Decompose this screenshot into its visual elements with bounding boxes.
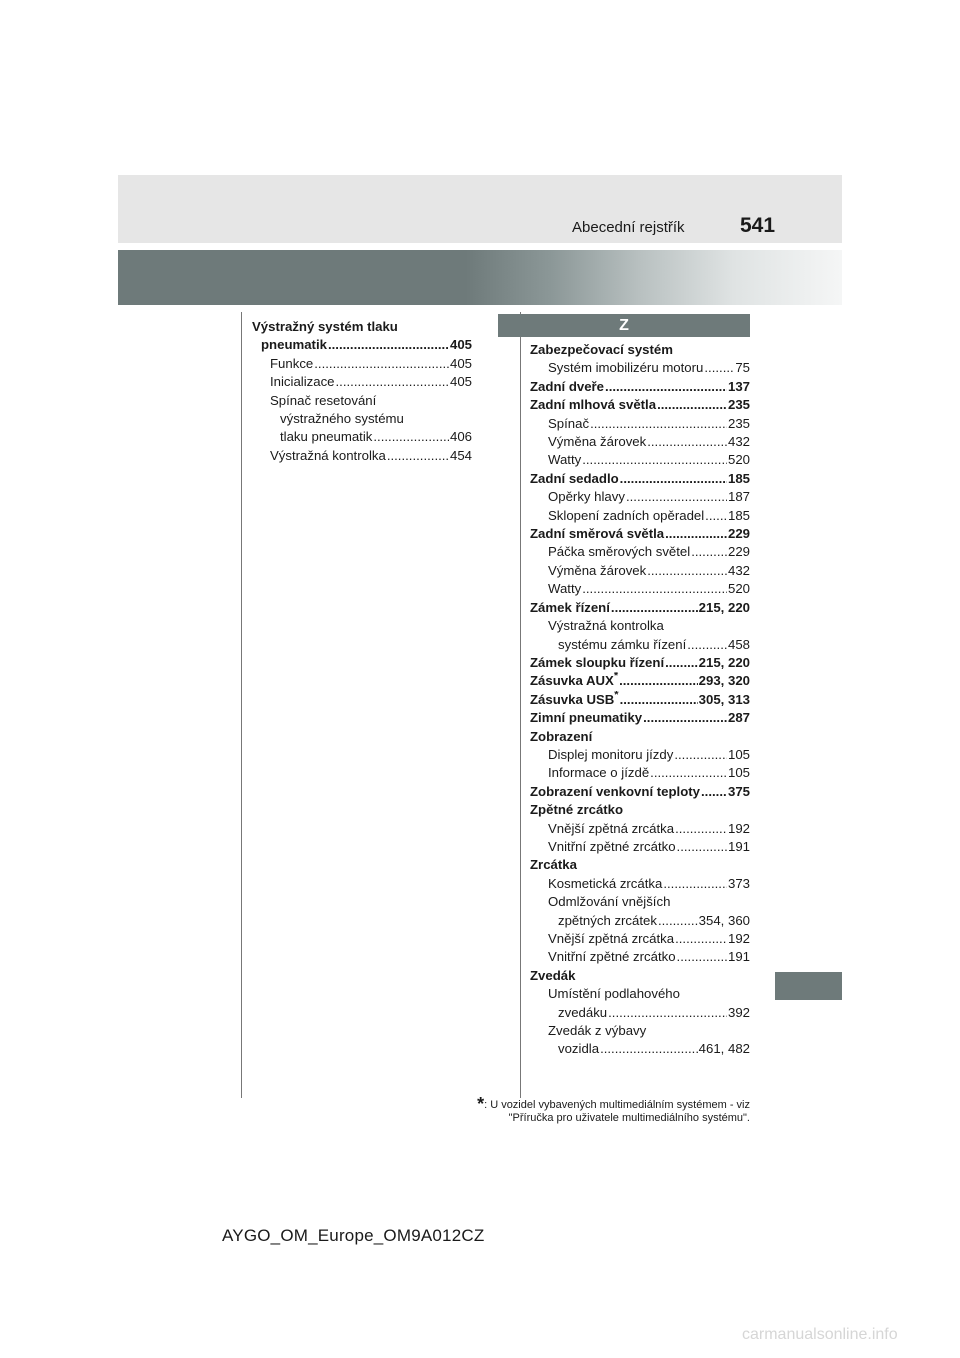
dot-leader: [328, 336, 449, 354]
page-number: 541: [740, 214, 776, 237]
index-entry: [530, 654, 750, 672]
dot-leader: [605, 378, 727, 396]
entry-label: Zvedák z výbavy: [548, 1023, 647, 1039]
dot-leader: [620, 691, 698, 709]
index-entry: [530, 728, 750, 746]
footnote-line-2: "Příručka pro uživatele multimediálního systému".: [508, 1112, 750, 1124]
page-reference[interactable]: 432: [727, 434, 750, 450]
dot-leader: [650, 764, 727, 782]
dot-leader: [600, 1040, 698, 1058]
page-reference[interactable]: 137: [727, 378, 750, 394]
entry-label: Umístění podlahového: [548, 986, 680, 1002]
entry-label: Sklopení zadních opěradel: [548, 507, 705, 523]
entry-label: zvedáku: [558, 1004, 608, 1020]
index-subentry: [530, 746, 750, 764]
index-entry: [252, 318, 472, 336]
page-reference[interactable]: 454: [449, 447, 472, 463]
page-reference[interactable]: 187: [727, 489, 750, 505]
dot-leader: [665, 525, 727, 543]
page-reference[interactable]: 354, 360: [698, 912, 750, 928]
entry-label: Zadní dveře: [530, 378, 605, 394]
dot-leader: [675, 820, 727, 838]
entry-label: Spínač resetování: [270, 392, 377, 408]
dot-leader: [590, 415, 727, 433]
index-entry: [530, 801, 750, 819]
entry-label: Zimní pneumatiky: [530, 710, 643, 726]
dot-leader: [611, 599, 698, 617]
index-subentry: [530, 1004, 750, 1022]
index-subentry: [530, 451, 750, 469]
index-subentry: [252, 392, 472, 410]
entry-label: Výměna žárovek: [548, 434, 647, 450]
index-subentry: [530, 359, 750, 377]
page-reference[interactable]: 520: [727, 452, 750, 468]
index-entry: [252, 336, 472, 354]
dot-leader: [608, 1004, 727, 1022]
footnote-marker: *: [613, 672, 619, 683]
entry-label: Systém imobilizéru motoru: [548, 360, 704, 376]
index-entry: [530, 378, 750, 396]
page-reference[interactable]: 373: [727, 875, 750, 891]
entry-label: Zabezpečovací systém: [530, 342, 673, 357]
index-subentry: [530, 1040, 750, 1058]
index-subentry: [530, 488, 750, 506]
dot-leader: [647, 433, 727, 451]
dot-leader: [582, 580, 727, 598]
index-entry: [530, 783, 750, 801]
entry-label: Výstražná kontrolka: [548, 618, 664, 634]
entry-label: Displej monitoru jízdy: [548, 746, 674, 762]
page-reference[interactable]: 235: [727, 397, 750, 413]
page-reference[interactable]: 191: [727, 949, 750, 965]
entry-label: Zobrazení: [530, 728, 593, 744]
entry-label: Vnější zpětná zrcátka: [548, 820, 675, 836]
entry-label: Zrcátka: [530, 857, 577, 873]
index-subentry: [530, 433, 750, 451]
entry-label: Funkce: [270, 355, 314, 371]
section-title: Abecední rejstřík: [572, 219, 685, 236]
dot-leader: [647, 562, 727, 580]
index-entry: [530, 709, 750, 727]
entry-label: Páčka směrových světel: [548, 544, 691, 560]
page-reference[interactable]: 305, 313: [698, 691, 750, 707]
entry-label: Zadní směrová světla: [530, 526, 665, 542]
entry-label: výstražného systému: [280, 411, 404, 427]
entry-label: Zámek sloupku řízení: [530, 654, 665, 670]
page-reference[interactable]: 461, 482: [698, 1041, 750, 1057]
entry-label: Zásuvka AUX*: [530, 672, 619, 689]
chapter-thumb-tab: [775, 972, 842, 1000]
entry-label: Zvedák: [530, 967, 576, 983]
entry-label: Inicializace: [270, 374, 335, 390]
index-letter-heading: Z: [498, 314, 750, 337]
footnote-marker: *: [614, 690, 619, 701]
header-gradient-band: [118, 250, 842, 305]
page-reference[interactable]: 287: [727, 710, 750, 726]
index-subentry: [530, 415, 750, 433]
entry-label: Zobrazení venkovní teploty: [530, 783, 701, 799]
dot-leader: [314, 355, 449, 373]
page-reference[interactable]: 105: [727, 746, 750, 762]
dot-leader: [705, 507, 727, 525]
index-subentry: [530, 1022, 750, 1040]
dot-leader: [665, 654, 698, 672]
page-reference[interactable]: 375: [727, 783, 750, 799]
index-subentry: [530, 562, 750, 580]
footnote: [300, 1094, 750, 1125]
column-divider-left: [241, 312, 242, 1098]
page-reference[interactable]: 406: [449, 429, 472, 445]
index-subentry: [530, 912, 750, 930]
index-subentry: [530, 820, 750, 838]
index-subentry: [530, 985, 750, 1003]
entry-label: Výměna žárovek: [548, 562, 647, 578]
index-entry: [530, 672, 750, 690]
page-reference[interactable]: 405: [449, 337, 472, 353]
entry-label: Kosmetická zrcátka: [548, 875, 663, 891]
page-reference[interactable]: 405: [449, 355, 472, 371]
index-subentry: [530, 838, 750, 856]
entry-label: Výstražný systém tlaku: [252, 319, 398, 334]
page-reference[interactable]: 185: [727, 507, 750, 523]
index-entry: [530, 856, 750, 874]
index-column-left: [252, 318, 472, 465]
dot-leader: [701, 783, 727, 801]
page-reference[interactable]: 75: [735, 360, 750, 376]
index-subentry: [530, 543, 750, 561]
footnote-marker: *: [477, 1094, 485, 1114]
entry-label: tlaku pneumatik: [280, 429, 373, 445]
index-subentry: [530, 893, 750, 911]
dot-leader: [619, 672, 698, 690]
index-subentry: [530, 875, 750, 893]
page-reference[interactable]: 229: [727, 544, 750, 560]
dot-leader: [658, 912, 698, 930]
page-reference[interactable]: 405: [449, 374, 472, 390]
entry-label: Odmlžování vnějších: [548, 894, 671, 910]
entry-label: Zámek řízení: [530, 599, 610, 615]
index-subentry: [530, 617, 750, 635]
dot-leader: [677, 948, 727, 966]
dot-leader: [620, 470, 727, 488]
page-reference[interactable]: 192: [727, 931, 750, 946]
index-subentry: [530, 764, 750, 782]
entry-label: Opěrky hlavy: [548, 489, 625, 505]
index-subentry: [530, 948, 750, 966]
page-reference[interactable]: 215, 220: [698, 599, 750, 615]
index-subentry: [252, 447, 472, 465]
dot-leader: [704, 359, 734, 377]
page-reference[interactable]: 215, 220: [698, 654, 750, 670]
page-reference[interactable]: 192: [727, 820, 750, 836]
index-subentry: [530, 636, 750, 654]
dot-leader: [582, 451, 727, 469]
index-subentry: [530, 507, 750, 525]
index-entry: [530, 341, 750, 359]
dot-leader: [336, 373, 449, 391]
index-subentry: [252, 355, 472, 373]
page-reference[interactable]: 293, 320: [698, 673, 750, 689]
index-entry: [530, 396, 750, 414]
header-background: [118, 175, 842, 243]
index-entry: [530, 691, 750, 709]
entry-label: Informace o jízdě: [548, 765, 650, 781]
entry-label: pneumatik: [261, 337, 327, 353]
dot-leader: [373, 428, 449, 446]
dot-leader: [674, 746, 727, 764]
page-reference[interactable]: 105: [727, 765, 750, 781]
entry-label: Vnitřní zpětné zrcátko: [548, 949, 676, 965]
dot-leader: [675, 930, 727, 948]
document-id: AYGO_OM_Europe_OM9A012CZ: [222, 1226, 485, 1245]
dot-leader: [677, 838, 727, 856]
page-reference[interactable]: 235: [727, 415, 750, 431]
page-reference[interactable]: 185: [727, 470, 750, 486]
entry-label: Zadní sedadlo: [530, 470, 619, 486]
page-reference[interactable]: 458: [727, 636, 750, 652]
dot-leader: [387, 447, 449, 465]
index-entry: [530, 599, 750, 617]
entry-label: Vnější zpětná zrcátka: [548, 931, 675, 946]
index-subentry: [530, 930, 750, 948]
entry-label: Vnitřní zpětné zrcátko: [548, 838, 676, 854]
entry-label: Spínač: [548, 415, 590, 431]
column-divider-middle: [520, 312, 521, 1098]
entry-label: zpětných zrcátek: [558, 912, 657, 928]
index-subentry: [252, 410, 472, 428]
page-reference[interactable]: 392: [727, 1004, 750, 1020]
index-subentry: [252, 373, 472, 391]
entry-label: Výstražná kontrolka: [270, 447, 386, 463]
entry-label: Watty: [548, 581, 582, 597]
dot-leader: [657, 396, 727, 414]
footnote-line-1: : U vozidel vybavených multimediálním systémem - viz: [484, 1099, 750, 1111]
entry-label: Zpětné zrcátko: [530, 802, 624, 818]
watermark: carmanualsonline.info: [742, 1326, 898, 1343]
dot-leader: [663, 875, 727, 893]
index-subentry: [252, 428, 472, 446]
index-column-right: [530, 341, 750, 1059]
dot-leader: [626, 488, 727, 506]
page-reference[interactable]: 191: [727, 838, 750, 854]
page-reference[interactable]: 520: [727, 581, 750, 597]
dot-leader: [643, 709, 727, 727]
entry-label: Zadní mlhová světla: [530, 397, 657, 413]
entry-label: vozidla: [558, 1041, 600, 1057]
index-subentry: [530, 580, 750, 598]
index-entry: [530, 470, 750, 488]
entry-label: systému zámku řízení: [558, 636, 687, 652]
index-entry: [530, 525, 750, 543]
entry-label: Watty: [548, 452, 582, 468]
page-reference[interactable]: 229: [727, 526, 750, 542]
index-entry: [530, 967, 750, 985]
page-reference[interactable]: 432: [727, 562, 750, 578]
dot-leader: [691, 543, 727, 561]
entry-label: Zásuvka USB*: [530, 690, 619, 707]
dot-leader: [687, 636, 727, 654]
